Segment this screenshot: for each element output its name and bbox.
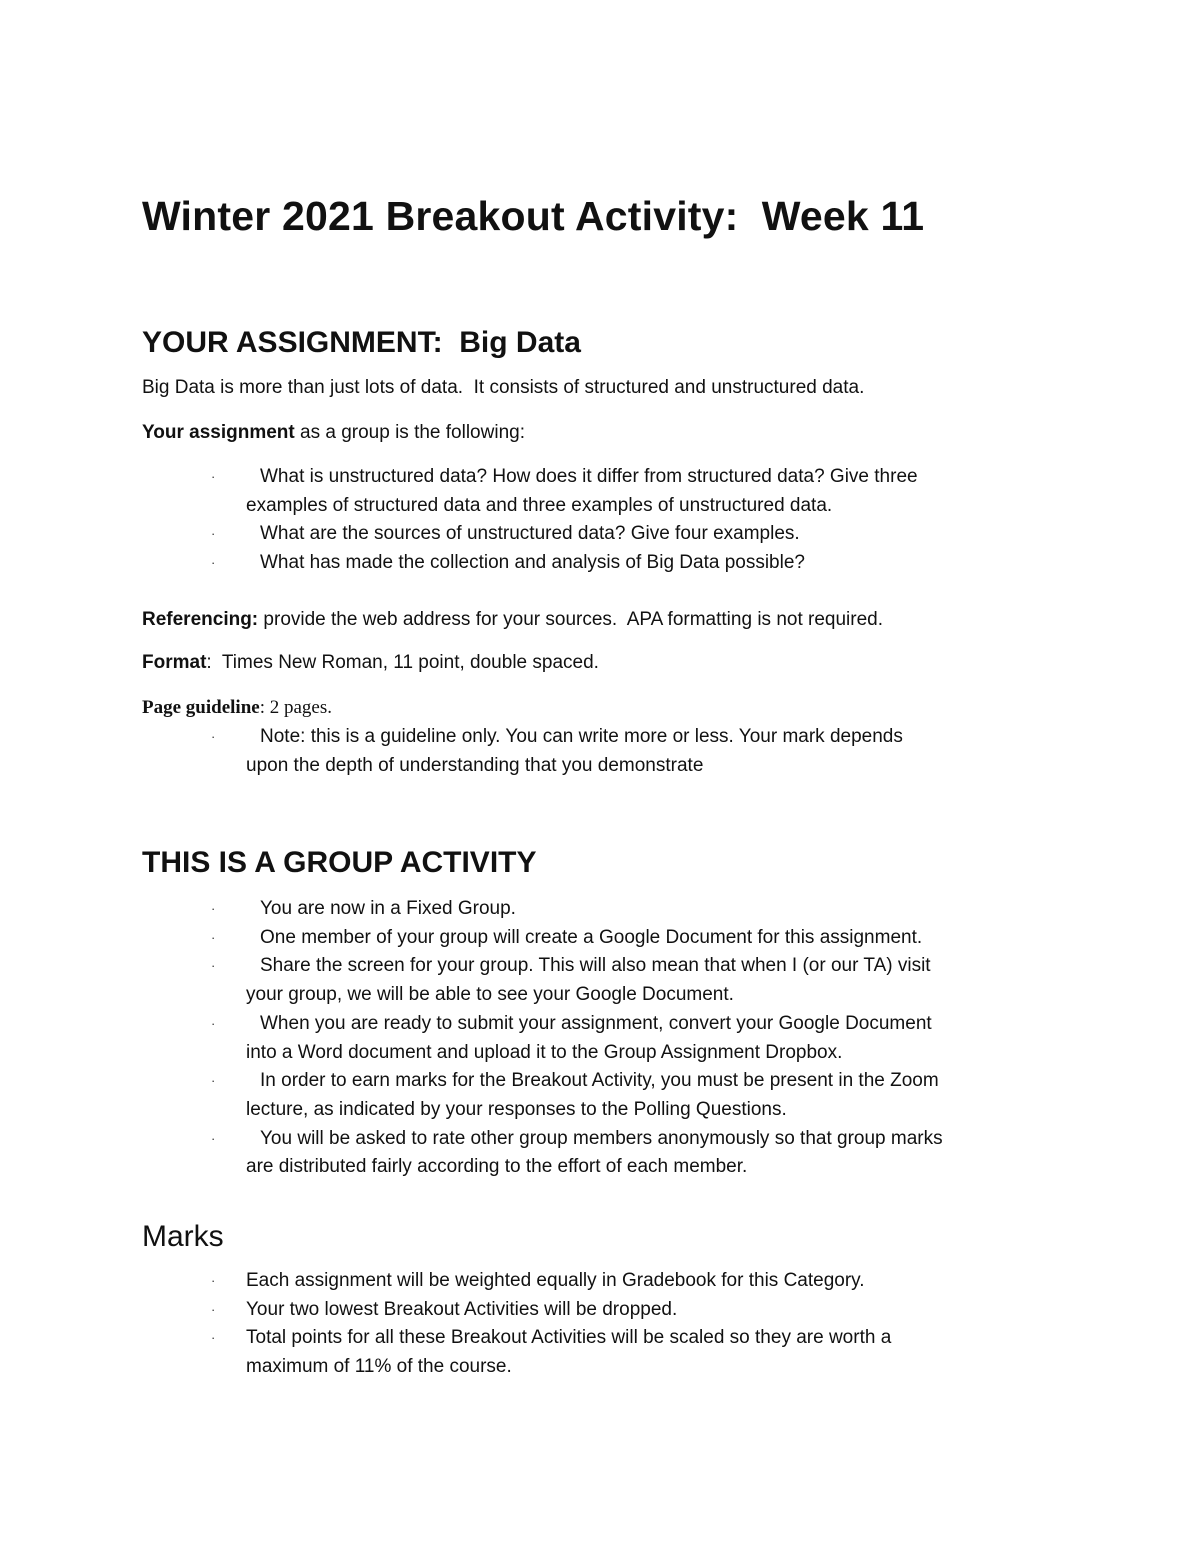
bullet-icon: · [211, 1273, 216, 1288]
list-item-text: One member of your group will create a Google Document for this assignment. [260, 926, 923, 948]
assignment-heading: YOUR ASSIGNMENT: Big Data [142, 326, 581, 359]
list-item-text: are distributed fairly according to the effort of each member. [246, 1156, 748, 1178]
list-item-text: Total points for all these Breakout Activities will be scaled so they are worth a [246, 1327, 892, 1349]
bullet-icon: · [211, 1073, 216, 1089]
list-item [0, 520, 1046, 549]
list-item [0, 1010, 1046, 1067]
assignment-intro: Big Data is more than just lots of data. It consists of structured and unstructured data. [142, 377, 865, 398]
page-guideline-line [142, 694, 332, 722]
referencing-line [142, 606, 883, 634]
list-item-text: What is unstructured data? How does it differ from structured data? Give three [260, 466, 918, 487]
bullet-icon: · [211, 1015, 216, 1031]
bullet-icon: · [211, 526, 216, 542]
list-item [0, 1067, 1046, 1124]
page-guideline-note-list [0, 723, 1046, 780]
question-list [0, 463, 1046, 578]
list-item-text: maximum of 11% of the course. [246, 1356, 512, 1378]
group-list [0, 895, 1046, 1182]
referencing-label: Referencing: [142, 609, 259, 630]
list-item [0, 1324, 1046, 1381]
format-label: Format [142, 652, 207, 673]
list-item [0, 1296, 1046, 1325]
page-title: Winter 2021 Breakout Activity: Week 11 [142, 193, 925, 239]
page-guideline-label: Page guideline [142, 697, 260, 718]
list-item-text: What has made the collection and analysis of Big Data possible? [260, 552, 805, 574]
list-item [0, 952, 1046, 1009]
list-item-text: lecture, as indicated by your responses to the Polling Questions. [246, 1098, 787, 1120]
bullet-icon: · [211, 1130, 216, 1146]
task-text: as a group is the following: [294, 422, 525, 443]
referencing-text: provide the web address for your sources. APA formatting is not required. [258, 609, 883, 630]
list-item [0, 463, 1046, 520]
format-text: : Times New Roman, 11 point, double spaced. [206, 652, 599, 673]
list-item [0, 723, 1046, 780]
bullet-icon: · [211, 555, 216, 571]
list-item [0, 1267, 1046, 1296]
bullet-icon: · [211, 929, 216, 945]
list-item-text: into a Word document and upload it to the Group Assignment Dropbox. [246, 1041, 843, 1063]
bullet-icon: · [211, 958, 216, 974]
list-item [0, 549, 1046, 578]
group-heading: THIS IS A GROUP ACTIVITY [142, 846, 537, 879]
list-item [0, 1125, 1046, 1182]
task-label: Your assignment [142, 422, 295, 443]
list-item-text: You will be asked to rate other group members anonymously so that group marks [260, 1127, 943, 1149]
list-item [0, 895, 1046, 924]
bullet-icon: · [211, 729, 216, 744]
bullet-icon: · [211, 469, 216, 484]
format-line [142, 649, 599, 677]
list-item [0, 924, 1046, 953]
bullet-icon: · [211, 901, 216, 916]
list-item-text: Each assignment will be weighted equally in Gradebook for this Category. [246, 1270, 865, 1291]
list-item-text: examples of structured data and three examples of unstructured data. [246, 494, 833, 516]
list-item-text: You are now in a Fixed Group. [260, 898, 516, 919]
list-item-text: Share the screen for your group. This will also mean that when I (or our TA) visit [260, 955, 931, 977]
marks-heading: Marks [142, 1220, 224, 1253]
list-item-text: your group, we will be able to see your Google Document. [246, 984, 734, 1006]
list-item-text: In order to earn marks for the Breakout Activity, you must be present in the Zoom [260, 1070, 939, 1092]
bullet-icon: · [211, 1330, 216, 1346]
marks-list [0, 1267, 1046, 1382]
page-guideline-text: : 2 pages. [259, 697, 332, 718]
assignment-task-line [142, 419, 525, 447]
bullet-icon: · [211, 1301, 216, 1317]
list-item-text: upon the depth of understanding that you demonstrate [246, 754, 704, 776]
list-item-text: Note: this is a guideline only. You can write more or less. Your mark depends [260, 726, 903, 747]
list-item-text: When you are ready to submit your assignment, convert your Google Document [260, 1012, 932, 1034]
list-item-text: What are the sources of unstructured data? Give four examples. [260, 523, 800, 545]
list-item-text: Your two lowest Breakout Activities will be dropped. [246, 1298, 678, 1320]
